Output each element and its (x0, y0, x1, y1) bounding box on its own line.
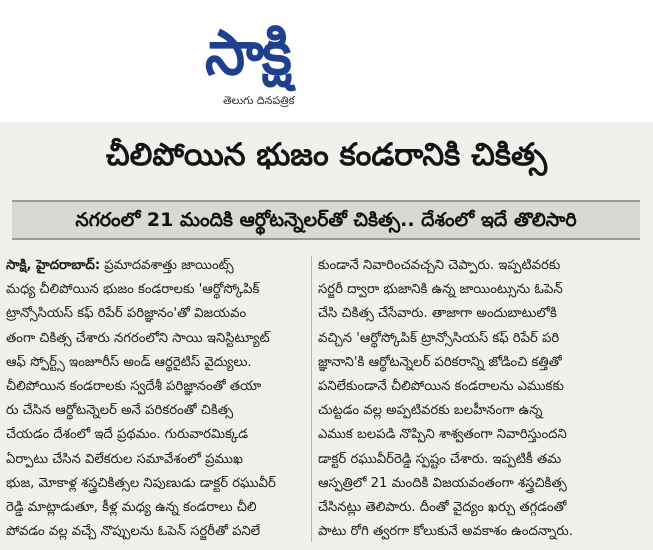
column-line-text: ప్రమాదవశాత్తు జాయింట్స్ (104, 258, 234, 273)
column-line: ఆస్పత్రిలో 21 మందికి విజయవంతంగా శస్త్రచికిత్స (318, 475, 567, 491)
logo-tagline: తెలుగు దినపత్రిక (223, 94, 295, 107)
column-line: చేసి చికిత్స చేసేవారు. తాజాగా అందుబాటులోకి (318, 306, 557, 322)
column-line: పాటు రోగి త్వరగా కోలుకునే అవకాశం ఉందన్నారు. (318, 524, 573, 540)
article-subheadline: నగరంలో 21 మందికి ఆర్థోటన్నెలర్‌తో చికిత్స.. దేశంలో ఇదే తొలిసారి (12, 200, 640, 240)
column-line: సర్జరీ ద్వారా భుజానికి ఉన్న జాయింట్సును ఓపెన్ (318, 282, 563, 298)
column-line: రు చేసిన ఆర్థోటన్నెలర్ అనే పరికరంతో చికిత్స (6, 403, 234, 419)
column-line: వచ్చిన 'ఆర్థోస్కోపిక్ ట్రాన్సోసియస్ కఫ్ రిపేర్ పరి (318, 330, 560, 346)
logo-wordmark: సాక్షి (205, 16, 290, 89)
column-line (6, 254, 304, 278)
column-line: చేయడం దేశంలో ఇదే ప్రథమం. గురువారమిక్కడ (6, 427, 248, 443)
column-line: ఏర్పాటు చేసిన విలేకరుల సమావేశంలో ప్రముఖ (6, 451, 243, 467)
column-line: పోవడం వల్ల వచ్చే నొప్పులను ఓపెన్ సర్జరీతో పనిలే (6, 524, 261, 540)
column-line: చీలిపోయిన కండరాలకు స్వదేశీ పరిజ్ఞానంతో తయా (6, 379, 262, 395)
column-line: ఆఫ్ స్పోర్ట్స్ ఇంజూరీస్ అండ్ ఆర్థరైటిస్ వైద్యులు. (6, 354, 252, 370)
article-headline: చీలిపోయిన భుజం కండరానికి చికిత్స (105, 137, 548, 173)
article-column-right (318, 254, 648, 546)
column-line: చేసినట్లు తెలిపారు. దీంతో వైద్యం ఖర్చు తగ్గడంతో (318, 500, 567, 516)
article-column-left (6, 254, 304, 546)
masthead (0, 0, 653, 122)
column-line: రెడ్డి మాట్లాడుతూ, కీళ్ల మధ్య ఉన్న కండరాలు చీలి (6, 500, 257, 516)
column-line: ట్రాన్సోసియస్ కఫ్ రిపేర్ పరిజ్ఞానం'తో విజయవం (6, 306, 247, 322)
column-divider (311, 256, 312, 542)
column-line: కుండానే నివారించవచ్చని చెప్పారు. ఇప్పటివరకు (318, 258, 561, 273)
column-line: జ్ఞానాని'కి ఆర్థోటన్నెలర్ పరికరాన్ని జోడించి కత్తితో (318, 354, 562, 370)
column-line: పనిలేకుండానే చీలిపోయిన కండరాలను ఎముకకు (318, 379, 564, 395)
column-line: ఎముక బలపడి నొప్పిని శాశ్వతంగా నివారిస్తుందని (318, 427, 567, 443)
column-line: భుజ, మోకాళ్ల శస్త్రచికిత్సల నిపుణుడు డాక్టర్ రఘువీర్ (6, 475, 276, 491)
column-line: తంగా చికిత్స చేశారు నగరంలోని సాయి ఇనిస్టిట్యూట్ (6, 330, 270, 346)
column-line: మధ్య చీలిపోయిన భుజం కండరాలకు 'ఆర్థోస్కోపిక్ (6, 282, 260, 298)
column-line: డాక్టర్ రఘువీర్‌రెడ్డి స్పష్టం చేశారు. ఇప్పటికీ తమ (318, 451, 562, 467)
dateline: సాక్షి, హైదరాబాద్: (6, 258, 101, 273)
column-line: చుట్టడం వల్ల అప్పటివరకు బలహీనంగా ఉన్న (318, 403, 543, 419)
sakshi-logo (205, 14, 365, 107)
